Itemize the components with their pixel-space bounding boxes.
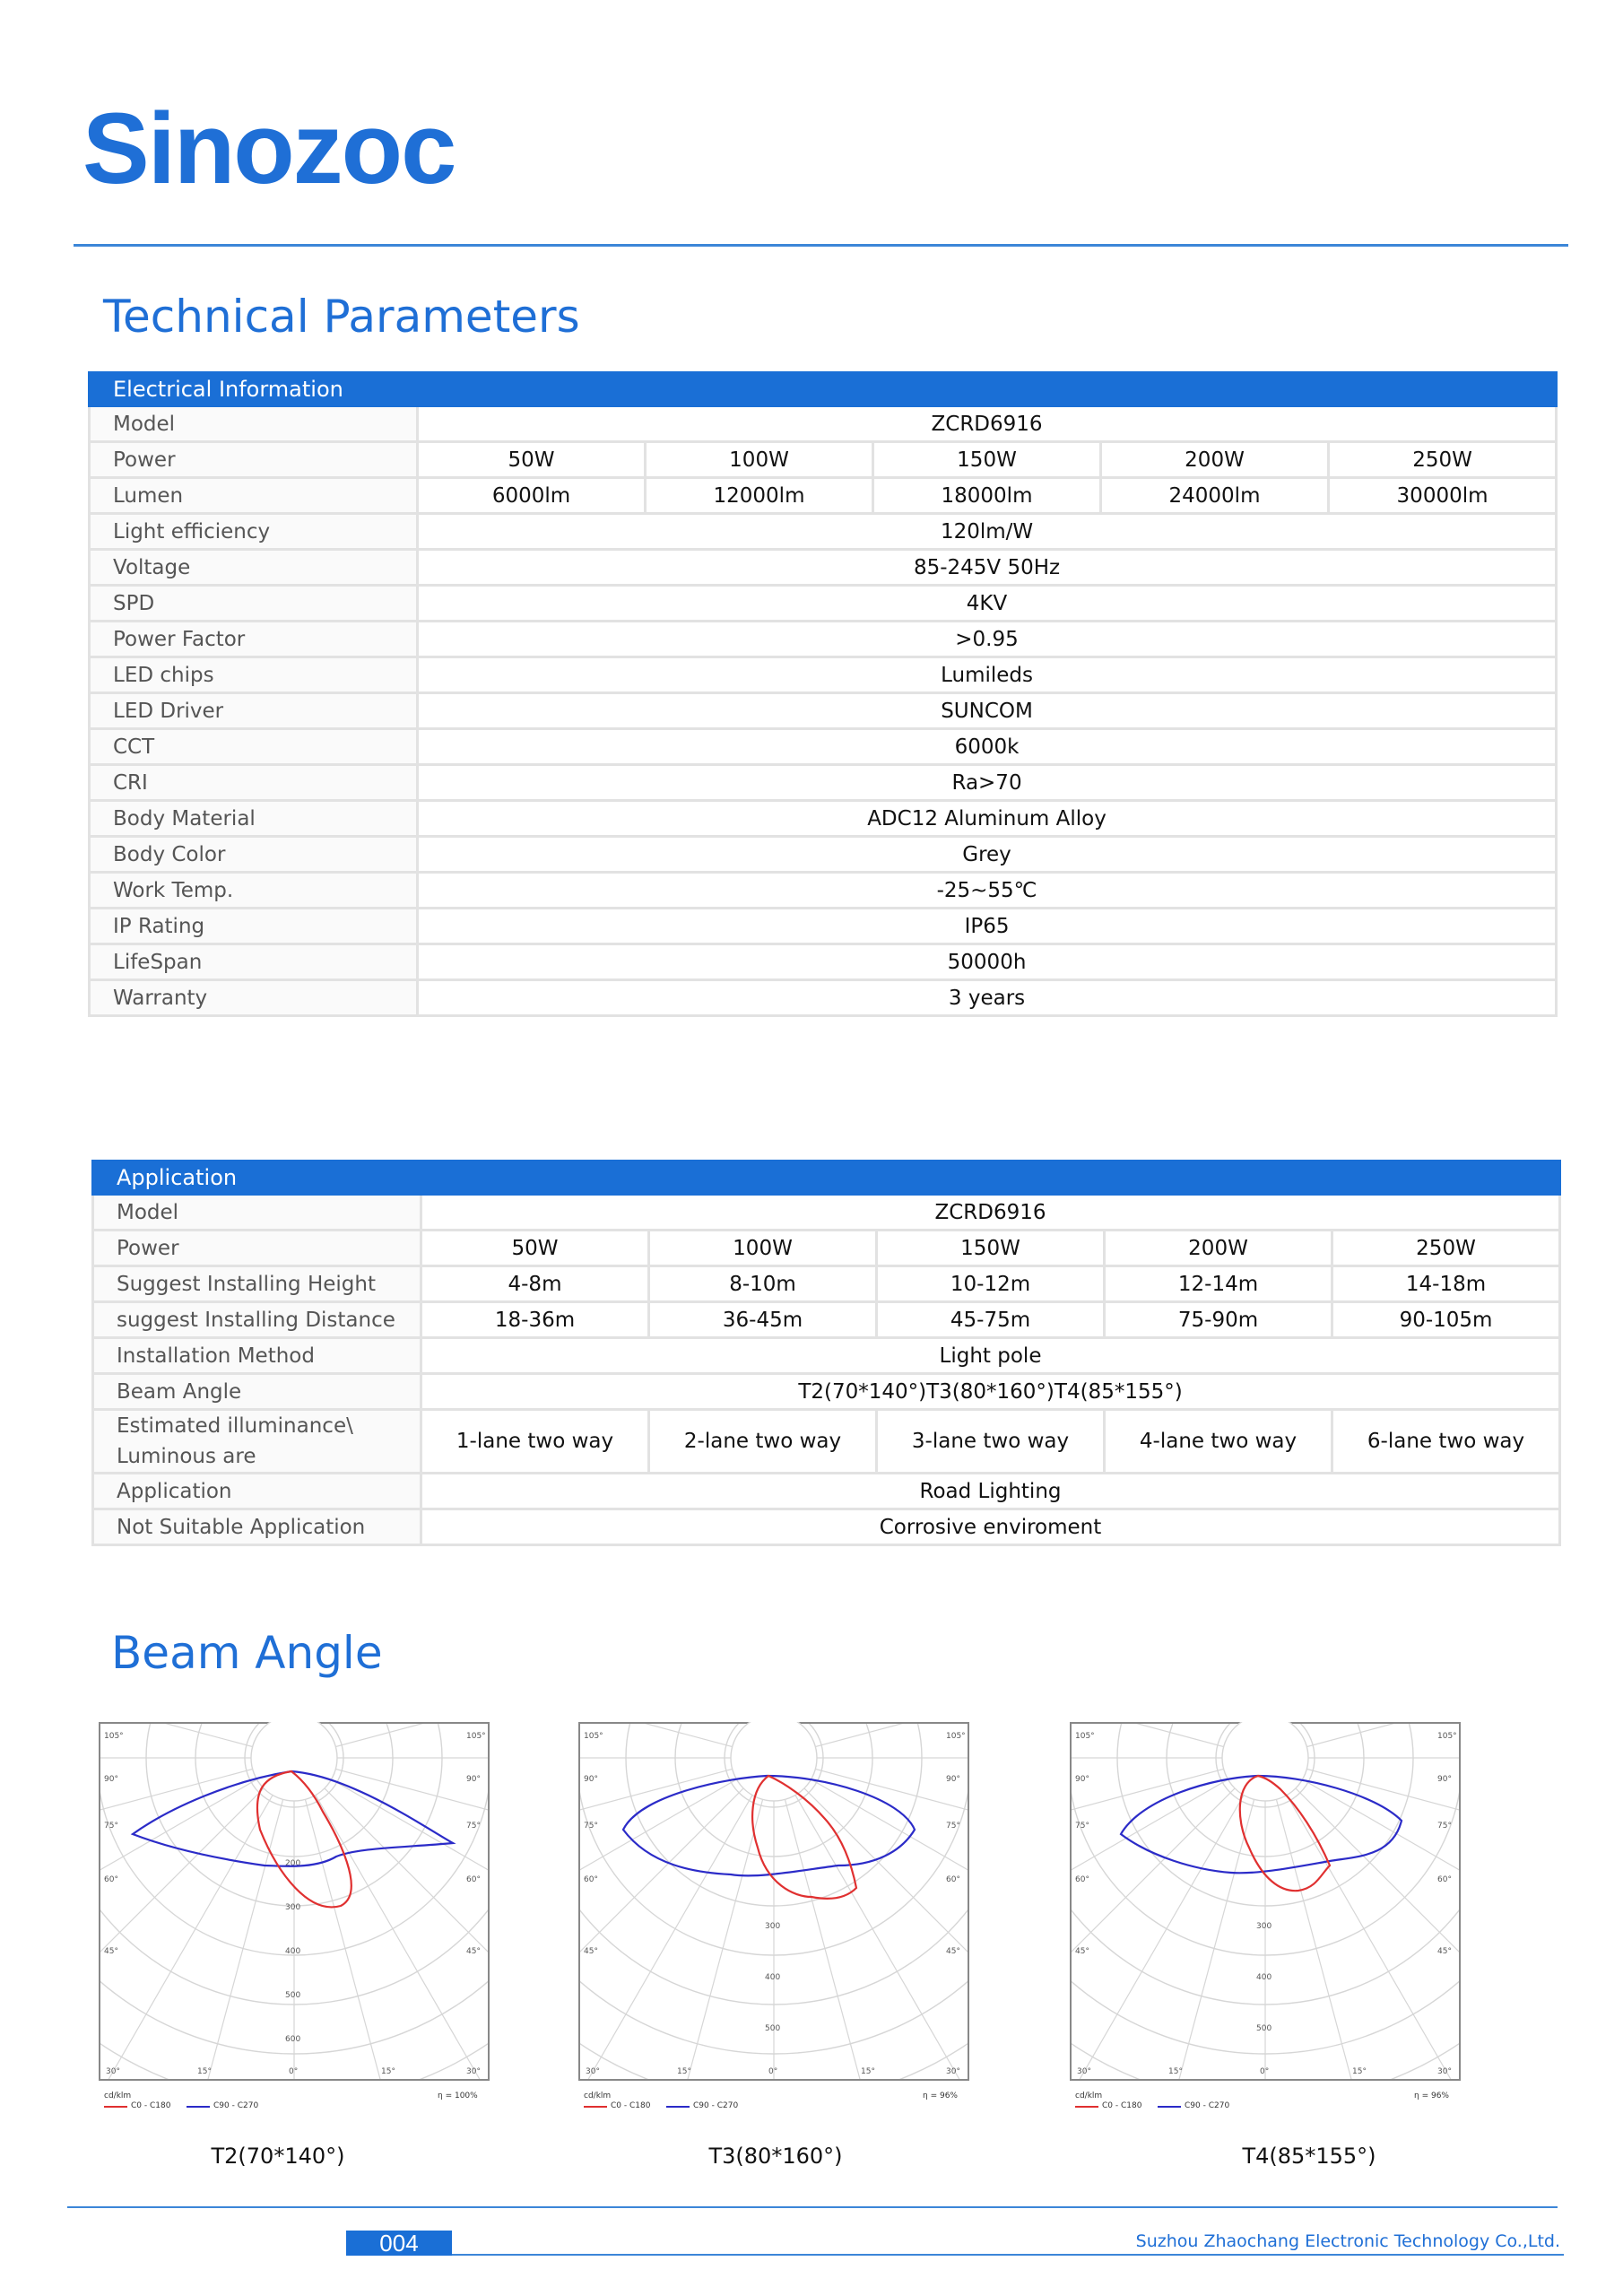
spec-value: >0.95 [418,622,1557,657]
angle-label: 30° [1077,2067,1091,2076]
illuminance-label [93,1410,421,1474]
angle-label: 45° [946,1947,960,1956]
radial-label: 500 [285,1991,301,2000]
spec-label: LifeSpan [90,944,418,980]
spec-label: CRI [90,765,418,801]
center-mask [1222,1722,1308,1801]
spec-value: 6000k [418,729,1557,765]
angle-label: 60° [1075,1875,1089,1884]
angle-label: 60° [946,1875,960,1884]
angle-label: 90° [104,1775,118,1784]
angle-label: 30° [586,2067,600,2076]
illuminance-value: 3-lane two way [877,1410,1105,1474]
angle-label: 75° [584,1822,598,1831]
radial-label: 500 [765,2024,781,2033]
angle-label: 15° [1352,2067,1367,2076]
eta-label: η = 96% [923,2092,958,2100]
company-name: Suzhou Zhaochang Electronic Technology Co.,Ltd. [1135,2231,1560,2251]
distance-value: 75-90m [1105,1302,1332,1338]
beam-caption: T4(85*155°) [1242,2144,1376,2169]
spec-value: 120lm/W [418,514,1557,550]
c90-legend: C90 - C270 [213,2101,259,2110]
c90-swatch [666,2106,690,2108]
distance-value: 45-75m [877,1302,1105,1338]
model-label: Model [90,406,418,442]
footer-line [452,2254,1564,2256]
angle-label: 90° [466,1775,481,1784]
c0-swatch [104,2106,127,2108]
angle-label: 30° [106,2067,120,2076]
angle-label: 90° [584,1775,598,1784]
height-value: 10-12m [877,1266,1105,1302]
angle-label: 45° [584,1947,598,1956]
beam-chart-t4 [1070,1722,1461,2081]
c0-swatch [584,2106,607,2108]
angle-label: 15° [381,2067,395,2076]
application-label: Application [93,1474,421,1509]
radial-label: 400 [1256,1973,1272,1982]
illuminance-label-line2: Luminous are [117,1445,256,1468]
power-value: 250W [1329,442,1557,478]
eta-label: η = 96% [1414,2092,1449,2100]
angle-label: 60° [584,1875,598,1884]
brand-logo: Sinozoc [82,92,456,204]
angle-label: 90° [946,1775,960,1784]
not-suitable-value: Corrosive enviroment [421,1509,1560,1545]
spec-value: -25~55℃ [418,873,1557,909]
beam-chart-t3 [578,1722,969,2081]
spec-value: 4KV [418,586,1557,622]
polar-plot [578,1722,969,2081]
app-power-value: 250W [1332,1231,1560,1266]
application-header: Application [93,1161,1560,1195]
angle-label: 75° [946,1822,960,1831]
angle-label: 105° [466,1732,486,1741]
footer-divider [67,2206,1558,2208]
spec-value: ADC12 Aluminum Alloy [418,801,1557,837]
header-divider [74,244,1568,247]
height-value: 8-10m [649,1266,877,1302]
power-label: Power [90,442,418,478]
spec-label: LED Driver [90,693,418,729]
chart-legend [99,2090,493,2126]
beam-section-title: Beam Angle [111,1627,383,1679]
radial-label: 300 [765,1922,781,1931]
c0-legend: C0 - C180 [131,2101,171,2110]
lumen-value: 18000lm [873,478,1101,514]
eta-label: η = 100% [438,2092,478,2100]
spec-value: Lumileds [418,657,1557,693]
spec-value: 85-245V 50Hz [418,550,1557,586]
c0-swatch [1075,2106,1098,2108]
c90-legend: C90 - C270 [693,2101,739,2110]
angle-label: 60° [1437,1875,1452,1884]
spec-label: CCT [90,729,418,765]
height-value: 4-8m [421,1266,649,1302]
application-table [91,1160,1561,1546]
unit-label: cd/klm [1075,2092,1103,2100]
lumen-value: 30000lm [1329,478,1557,514]
app-model-label: Model [93,1195,421,1231]
power-value: 100W [646,442,873,478]
spec-value: IP65 [418,909,1557,944]
illuminance-value: 4-lane two way [1105,1410,1332,1474]
power-value: 200W [1101,442,1329,478]
height-value: 12-14m [1105,1266,1332,1302]
unit-label: cd/klm [584,2092,612,2100]
angle-label: 0° [1260,2067,1270,2076]
method-value: Light pole [421,1338,1560,1374]
distance-label: suggest Installing Distance [93,1302,421,1338]
spec-label: Voltage [90,550,418,586]
unit-label: cd/klm [104,2092,132,2100]
spec-label: Body Color [90,837,418,873]
app-power-value: 150W [877,1231,1105,1266]
center-mask [251,1722,337,1801]
beam-caption: T3(80*160°) [708,2144,843,2169]
angle-label: 75° [466,1822,481,1831]
spec-value: 3 years [418,980,1557,1016]
illuminance-label-line1: Estimated illuminance\ [117,1414,353,1438]
spec-label: LED chips [90,657,418,693]
center-mask [731,1722,817,1801]
angle-label: 30° [946,2067,960,2076]
chart-legend [1070,2090,1464,2126]
spec-label: SPD [90,586,418,622]
angle-label: 90° [1437,1775,1452,1784]
app-model-value: ZCRD6916 [421,1195,1560,1231]
c0-legend: C0 - C180 [1102,2101,1142,2110]
spec-label: Power Factor [90,622,418,657]
angle-label: 30° [466,2067,481,2076]
height-label: Suggest Installing Height [93,1266,421,1302]
angle-label: 105° [946,1732,966,1741]
angle-label: 45° [466,1947,481,1956]
radial-label: 500 [1256,2024,1272,2033]
c90-legend: C90 - C270 [1185,2101,1230,2110]
radial-label: 400 [765,1973,781,1982]
beam-caption: T2(70*140°) [211,2144,345,2169]
spec-label: IP Rating [90,909,418,944]
angle-label: 15° [197,2067,212,2076]
angle-label: 15° [861,2067,875,2076]
spec-value: Ra>70 [418,765,1557,801]
radial-label: 300 [285,1903,301,1912]
app-power-value: 50W [421,1231,649,1266]
c90-swatch [187,2106,210,2108]
spec-label: Light efficiency [90,514,418,550]
model-value: ZCRD6916 [418,406,1557,442]
illuminance-value: 6-lane two way [1332,1410,1560,1474]
power-value: 50W [418,442,646,478]
chart-legend [578,2090,973,2126]
power-value: 150W [873,442,1101,478]
distance-value: 36-45m [649,1302,877,1338]
lumen-label: Lumen [90,478,418,514]
angle-label: 105° [1075,1732,1095,1741]
angle-label: 75° [104,1822,118,1831]
angle-label: 0° [768,2067,778,2076]
angle-label: 75° [1075,1822,1089,1831]
radial-label: 300 [1256,1922,1272,1931]
section-title: Technical Parameters [103,291,580,343]
illuminance-value: 1-lane two way [421,1410,649,1474]
spec-value: 50000h [418,944,1557,980]
beam-chart-t2 [99,1722,490,2081]
page-number: 004 [346,2231,452,2256]
application-value: Road Lighting [421,1474,1560,1509]
angle-label: 15° [1168,2067,1183,2076]
polar-plot [1070,1722,1461,2081]
spec-value: Grey [418,837,1557,873]
angle-label: 75° [1437,1822,1452,1831]
c0-legend: C0 - C180 [611,2101,651,2110]
polar-plot [99,1722,490,2081]
angle-label: 105° [1437,1732,1457,1741]
radial-label: 200 [285,1859,301,1868]
electrical-table [88,371,1558,1017]
angle-label: 30° [1437,2067,1452,2076]
app-power-label: Power [93,1231,421,1266]
not-suitable-label: Not Suitable Application [93,1509,421,1545]
spec-value: SUNCOM [418,693,1557,729]
angle-label: 45° [1437,1947,1452,1956]
angle-label: 105° [104,1732,124,1741]
lumen-value: 6000lm [418,478,646,514]
method-label: Installation Method [93,1338,421,1374]
distance-value: 90-105m [1332,1302,1560,1338]
app-power-value: 100W [649,1231,877,1266]
spec-label: Warranty [90,980,418,1016]
distance-value: 18-36m [421,1302,649,1338]
lumen-value: 12000lm [646,478,873,514]
radial-label: 600 [285,2035,301,2044]
spec-label: Work Temp. [90,873,418,909]
illuminance-value: 2-lane two way [649,1410,877,1474]
beam-label: Beam Angle [93,1374,421,1410]
angle-label: 15° [677,2067,691,2076]
angle-label: 60° [104,1875,118,1884]
radial-label: 400 [285,1947,301,1956]
beam-value: T2(70*140°)T3(80*160°)T4(85*155°) [421,1374,1560,1410]
angle-label: 90° [1075,1775,1089,1784]
c90-swatch [1158,2106,1181,2108]
app-power-value: 200W [1105,1231,1332,1266]
angle-label: 60° [466,1875,481,1884]
height-value: 14-18m [1332,1266,1560,1302]
angle-label: 45° [1075,1947,1089,1956]
angle-label: 45° [104,1947,118,1956]
lumen-value: 24000lm [1101,478,1329,514]
electrical-header: Electrical Information [90,373,1557,406]
angle-label: 105° [584,1732,603,1741]
angle-label: 0° [289,2067,299,2076]
spec-label: Body Material [90,801,418,837]
